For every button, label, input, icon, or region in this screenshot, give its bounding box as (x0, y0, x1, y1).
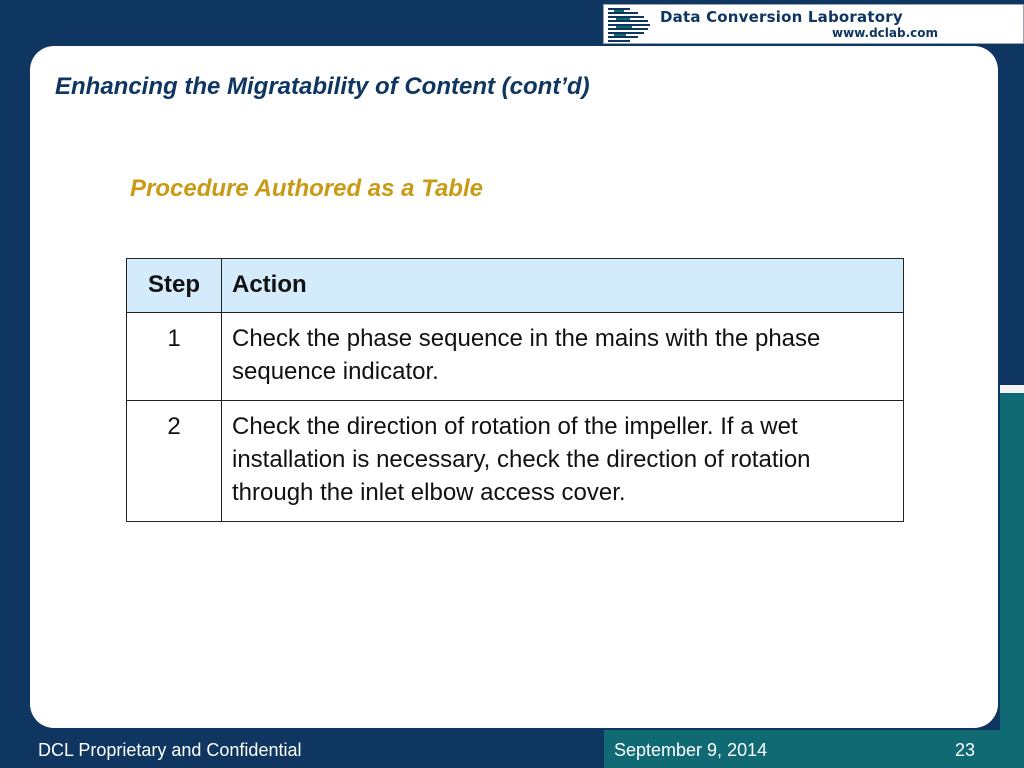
header-step: Step (127, 259, 222, 313)
footer-confidentiality: DCL Proprietary and Confidential (38, 740, 302, 760)
slide-subtitle: Procedure Authored as a Table (130, 175, 483, 202)
table-row (127, 313, 904, 401)
logo-bar (603, 4, 1024, 44)
teal-side-strip (1000, 385, 1024, 768)
logo-company-name: Data Conversion Laboratory (660, 8, 903, 26)
footer-page-number: 23 (955, 740, 976, 760)
table-row (127, 401, 904, 522)
procedure-table (126, 258, 904, 522)
action-text-cell: Check the direction of rotation of the impeller. If a wet installation is necessary, check the direction of rotation through the inlet elbow access cover. (222, 401, 904, 522)
slide-title: Enhancing the Migratability of Content (cont’d) (55, 73, 590, 100)
table-header-row (127, 259, 904, 313)
step-number-cell: 1 (127, 313, 222, 401)
header-action: Action (222, 259, 904, 313)
action-text-cell: Check the phase sequence in the mains with the phase sequence indicator. (222, 313, 904, 401)
logo-website-url: www.dclab.com (832, 26, 938, 40)
dcl-logo-icon (608, 7, 656, 43)
step-number-cell: 2 (127, 401, 222, 522)
footer-date: September 9, 2014 (614, 740, 768, 760)
